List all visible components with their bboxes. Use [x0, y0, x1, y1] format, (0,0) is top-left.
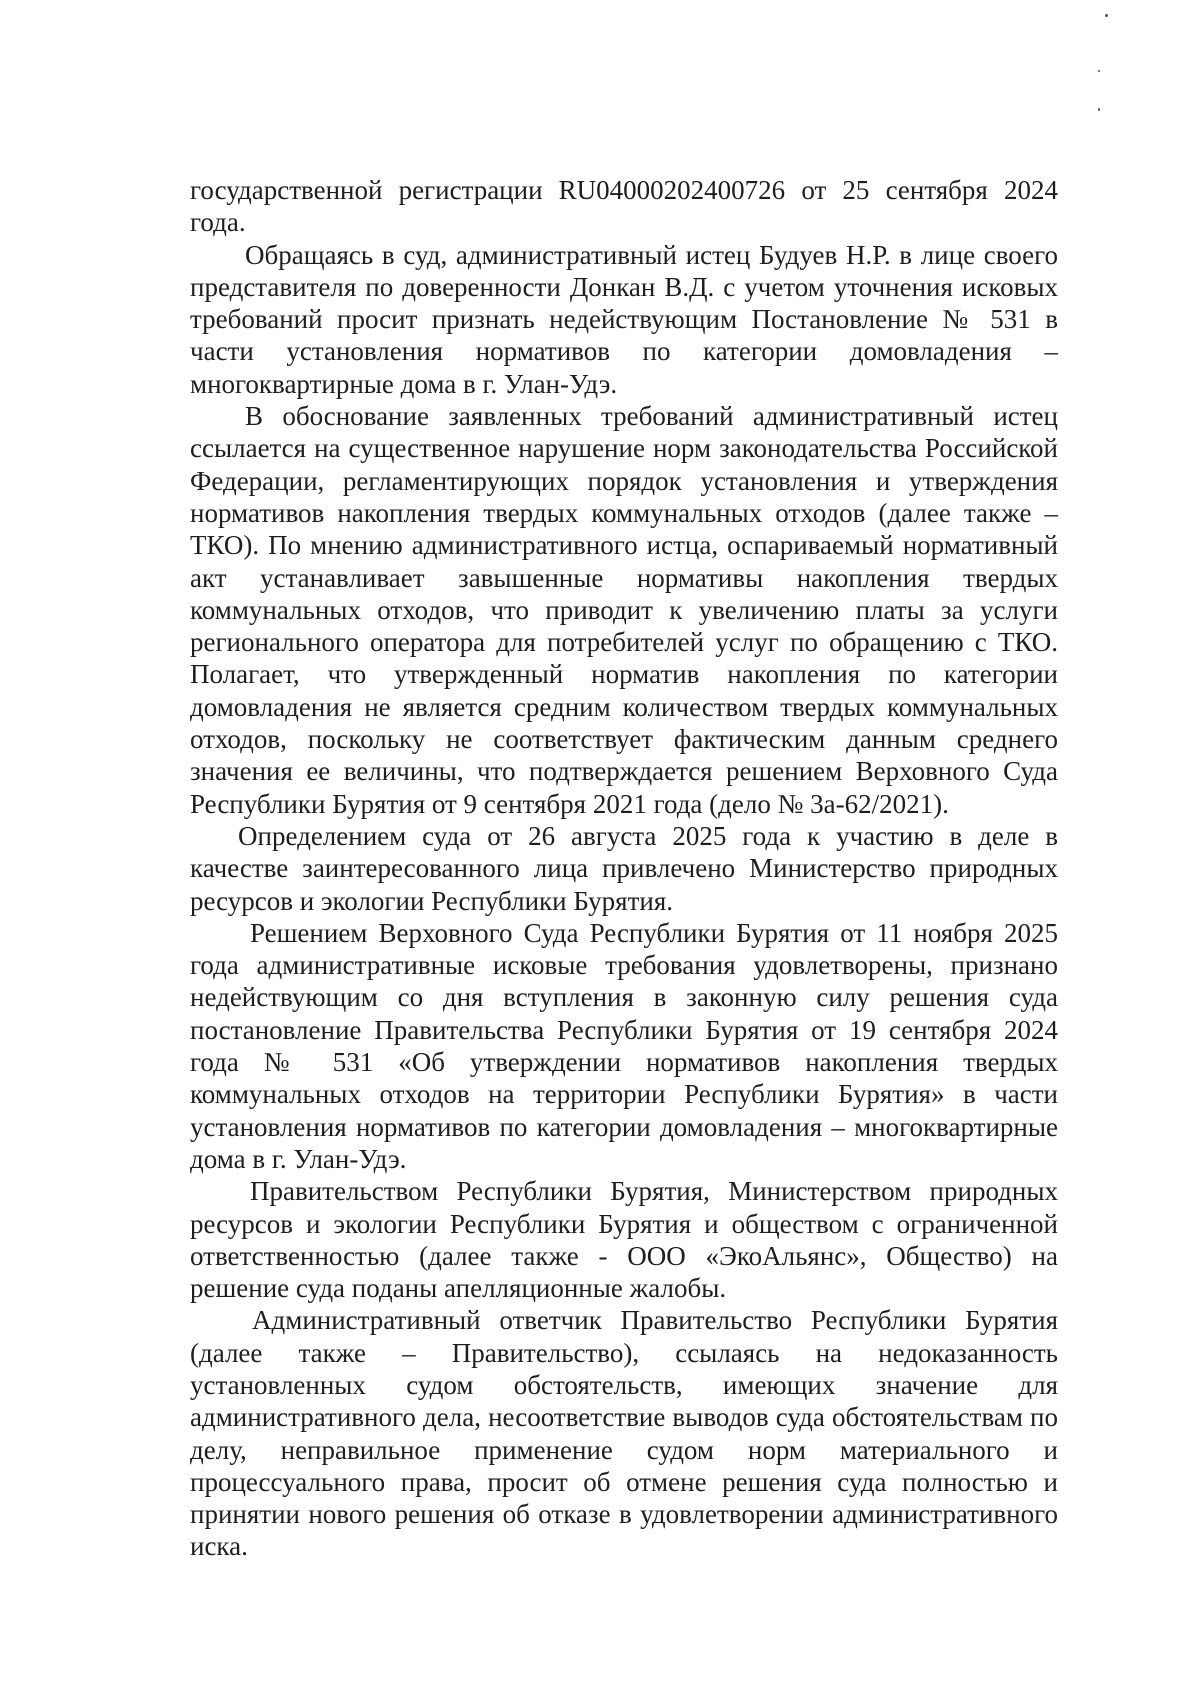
- paragraph-government-appeal: Административный ответчик Правительство Республики Бурятия (далее также – Правительство), ссылаясь на недоказанность установленных судом обстоятельств, имеющих значение для административного дела, несоответствие выводов суда обстоятельствам по делу, неправильное применение судом норм материального и процессуального права, просит об отмене решения суда полностью и принятии нового решения об отказе в удовлетворении административного иска.: [190, 1305, 1058, 1562]
- scan-speck: [1098, 108, 1100, 111]
- paragraph-court-decision: Решением Верховного Суда Республики Бурятия от 11 ноября 2025 года административные исковые требования удовлетворены, признано недействующим со дня вступления в законную силу решения суда постановление Правительства Республики Бурятия от 19 сентября 2024 года № 531 «Об утверждении нормативов накопления твердых коммунальных отходов на территории Республики Бурятия» в части установления нормативов по категории домовладения – многоквартирные дома в г. Улан-Удэ.: [190, 917, 1058, 1174]
- document-body: [190, 174, 1058, 1563]
- paragraph-appeals: Правительством Республики Бурятия, Министерством природных ресурсов и экологии Республики Бурятия и обществом с ограниченной ответственностью (далее также - ООО «ЭкоАльянс», Общество) на решение суда поданы апелляционные жалобы.: [190, 1176, 1058, 1304]
- paragraph-registration: государственной регистрации RU04000202400726 от 25 сентября 2024 года.: [190, 175, 1058, 238]
- scan-speck: [1105, 14, 1108, 17]
- paragraph-interested-party: Определением суда от 26 августа 2025 года к участию в деле в качестве заинтересованного лица привлечено Министерство природных ресурсов и экологии Республики Бурятия.: [190, 820, 1058, 916]
- paragraph-grounds: В обоснование заявленных требований административный истец ссылается на существенное нарушение норм законодательства Российской Федерации, регламентирующих порядок установления и утверждения нормативов накопления твердых коммунальных отходов (далее также – ТКО). По мнению административного истца, оспариваемый нормативный акт устанавливает завышенные нормативы накопления твердых коммунальных отходов, что приводит к увеличению платы за услуги регионального оператора для потребителей услуг по обращению с ТКО. Полагает, что утвержденный норматив накопления по категории домовладения не является средним количеством твердых коммунальных отходов, поскольку не соответствует фактическим данным среднего значения ее величины, что подтверждается решением Верховного Суда Республики Бурятия от 9 сентября 2021 года (дело № 3а-62/2021).: [190, 401, 1058, 819]
- paragraph-claim: Обращаясь в суд, административный истец Будуев Н.Р. в лице своего представителя по доверенности Донкан В.Д. с учетом уточнения исковых требований просит признать недействующим Постановление № 531 в части установления нормативов по категории домовладения – многоквартирные дома в г. Улан-Удэ.: [190, 239, 1058, 399]
- scan-speck: [1098, 70, 1100, 72]
